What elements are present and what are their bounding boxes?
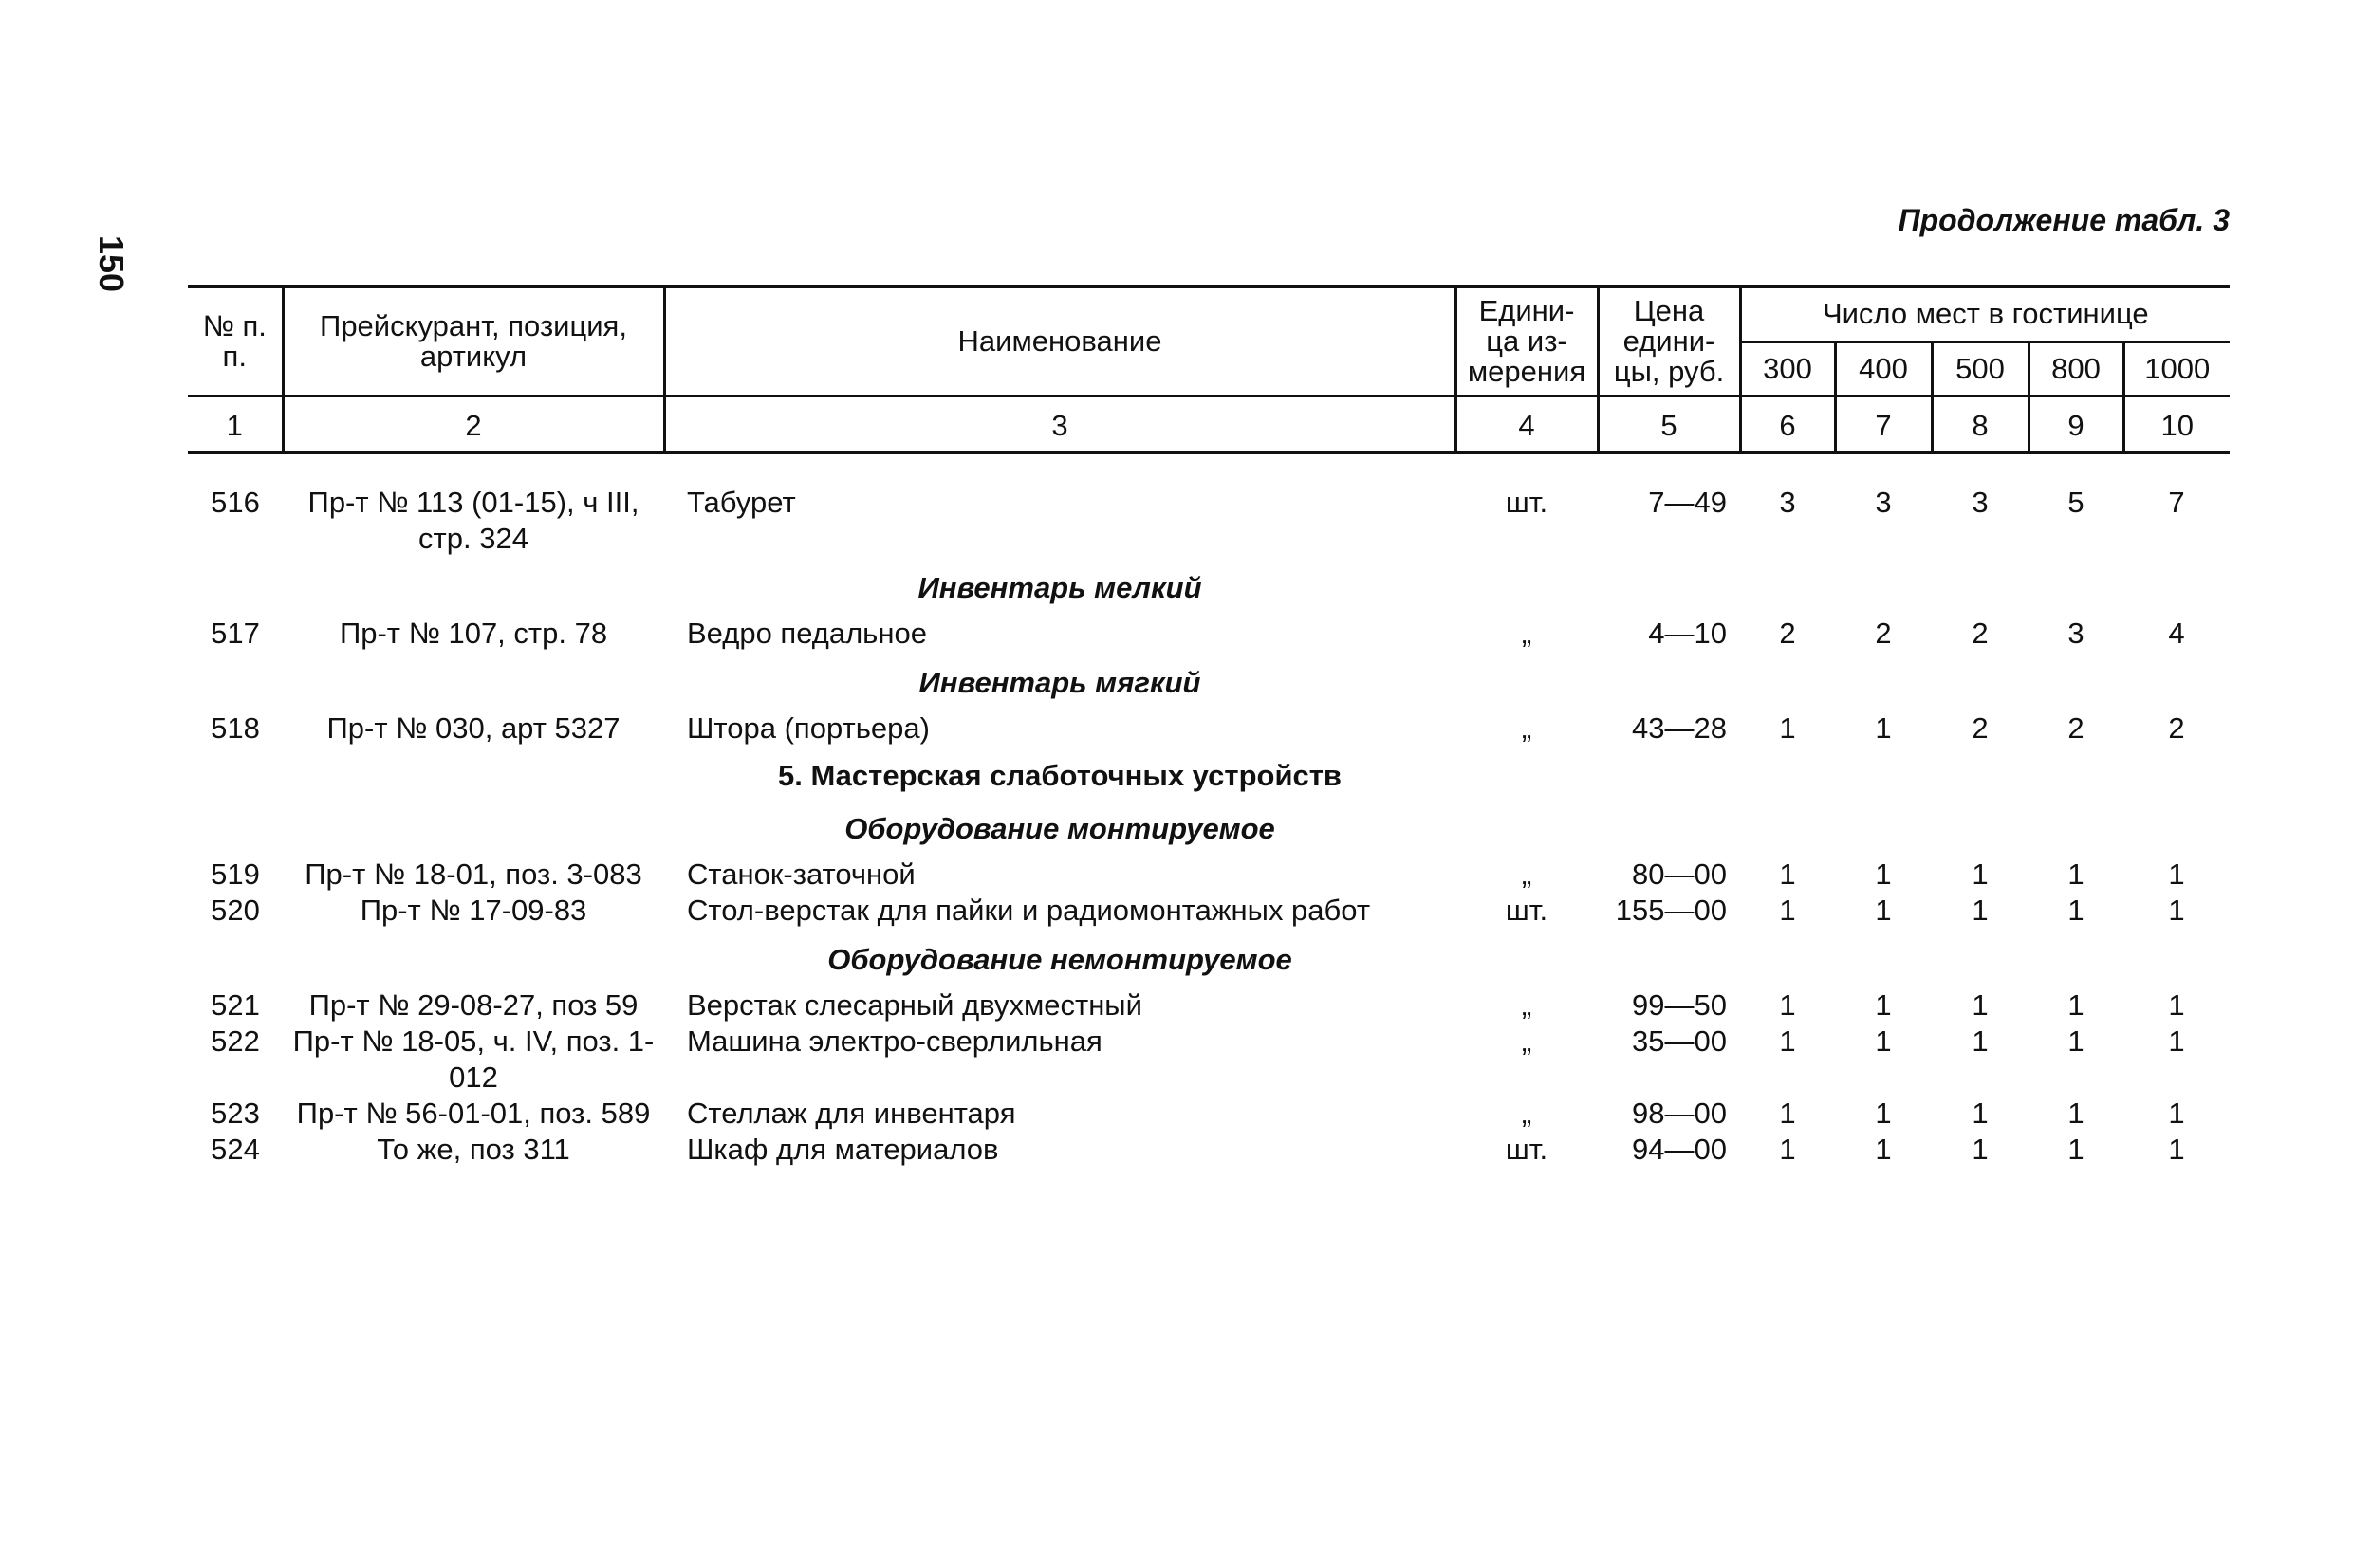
row-unit: шт. — [1505, 486, 1548, 519]
heading-spacer — [1455, 747, 2230, 798]
row-price: 80—00 — [1632, 858, 1727, 891]
row-quantity: 2 — [1972, 617, 1989, 650]
row-quantity: 7 — [2168, 486, 2185, 519]
column-number: 1 — [188, 397, 283, 453]
row-quantity: 1 — [1875, 988, 1892, 1022]
heading-spacer — [1455, 798, 2230, 857]
heading-spacer — [1455, 652, 2230, 710]
row-quantity: 3 — [1779, 486, 1796, 519]
table-row — [188, 1024, 2230, 1096]
header-pricelist: Прейскурант, позиция, артикул — [283, 286, 664, 397]
subsection-heading-text: Инвентарь мелкий — [917, 571, 1202, 604]
table-row — [188, 616, 2230, 652]
column-number: 10 — [2123, 397, 2230, 453]
table-header — [188, 286, 2230, 452]
subsection-heading — [188, 929, 2230, 987]
row-number: 524 — [211, 1133, 260, 1166]
heading-spacer — [188, 798, 664, 857]
row-name: Верстак слесарный двухместный — [687, 988, 1142, 1022]
heading-spacer — [1455, 557, 2230, 616]
subsection-heading — [188, 652, 2230, 710]
header-name: Наименование — [664, 286, 1455, 397]
table-row — [188, 987, 2230, 1024]
row-number: 518 — [211, 711, 260, 745]
row-price: 94—00 — [1632, 1133, 1727, 1166]
table-row — [188, 857, 2230, 893]
heading-spacer — [1455, 929, 2230, 987]
row-price: 98—00 — [1632, 1097, 1727, 1130]
row-quantity: 1 — [2168, 988, 2185, 1022]
header-capacity: 800 — [2029, 341, 2123, 396]
row-quantity: 3 — [2067, 617, 2084, 650]
row-name: Стеллаж для инвентаря — [687, 1097, 1016, 1130]
row-quantity: 2 — [2067, 711, 2084, 745]
row-quantity: 1 — [1779, 858, 1796, 891]
price-table — [188, 285, 2230, 1168]
row-quantity: 1 — [2067, 894, 2084, 927]
column-number: 2 — [283, 397, 664, 453]
row-quantity: 1 — [1875, 1097, 1892, 1130]
header-capacity: 1000 — [2123, 341, 2230, 396]
table-row — [188, 485, 2230, 557]
row-pricelist-ref: Пр-т № 29-08-27, поз 59 — [308, 988, 639, 1022]
row-quantity: 2 — [1875, 617, 1892, 650]
row-price: 35—00 — [1632, 1024, 1727, 1058]
row-quantity: 1 — [1779, 894, 1796, 927]
header-unit: Едини- ца из- мерения — [1455, 286, 1598, 397]
row-quantity: 1 — [2168, 894, 2185, 927]
row-pricelist-ref: Пр-т № 18-01, поз. 3-083 — [305, 858, 642, 891]
row-number: 516 — [211, 486, 260, 519]
row-quantity: 1 — [1875, 1024, 1892, 1058]
subsection-heading-text: Оборудование немонтируемое — [827, 943, 1292, 976]
row-unit: шт. — [1505, 1133, 1548, 1166]
header-capacity: 500 — [1932, 341, 2029, 396]
heading-spacer — [188, 652, 664, 710]
row-quantity: 1 — [1875, 1133, 1892, 1166]
row-quantity: 5 — [2067, 486, 2084, 519]
column-number: 7 — [1835, 397, 1932, 453]
row-quantity: 3 — [1875, 486, 1892, 519]
row-unit: шт. — [1505, 894, 1548, 927]
row-quantity: 1 — [1972, 1097, 1989, 1130]
row-pricelist-ref: Пр-т № 107, стр. 78 — [339, 617, 608, 650]
row-number: 517 — [211, 617, 260, 650]
row-unit: „ — [1521, 1024, 1532, 1058]
row-pricelist-ref: То же, поз 311 — [377, 1133, 570, 1166]
row-quantity: 1 — [1875, 711, 1892, 745]
row-number: 521 — [211, 988, 260, 1022]
row-quantity: 1 — [1972, 1133, 1989, 1166]
table-row — [188, 1132, 2230, 1168]
header-capacity: 300 — [1740, 341, 1835, 396]
row-number: 520 — [211, 894, 260, 927]
table-body — [188, 452, 2230, 1168]
row-unit: „ — [1521, 988, 1532, 1022]
row-price: 99—50 — [1632, 988, 1727, 1022]
row-quantity: 1 — [1779, 1024, 1796, 1058]
row-name: Шкаф для материалов — [687, 1133, 999, 1166]
column-number: 6 — [1740, 397, 1835, 453]
row-quantity: 1 — [2168, 1024, 2185, 1058]
row-quantity: 1 — [1779, 988, 1796, 1022]
heading-spacer — [188, 929, 664, 987]
row-quantity: 1 — [1972, 1024, 1989, 1058]
row-number: 519 — [211, 858, 260, 891]
subsection-heading-text: Инвентарь мягкий — [918, 666, 1201, 699]
row-quantity: 3 — [1972, 486, 1989, 519]
row-quantity: 1 — [2067, 1133, 2084, 1166]
row-quantity: 1 — [2067, 858, 2084, 891]
row-quantity: 1 — [1972, 894, 1989, 927]
row-pricelist-ref: Пр-т № 18-05, ч. IV, поз. 1-012 — [292, 1024, 655, 1094]
row-name: Табурет — [687, 486, 796, 519]
row-quantity: 1 — [2168, 1097, 2185, 1130]
row-price: 7—49 — [1648, 486, 1727, 519]
column-number: 5 — [1598, 397, 1740, 453]
row-quantity: 2 — [1779, 617, 1796, 650]
column-number: 9 — [2029, 397, 2123, 453]
row-quantity: 1 — [1875, 894, 1892, 927]
column-number: 3 — [664, 397, 1455, 453]
row-pricelist-ref: Пр-т № 113 (01-15), ч III, стр. 324 — [307, 486, 639, 555]
row-quantity: 2 — [1972, 711, 1989, 745]
column-number: 8 — [1932, 397, 2029, 453]
row-quantity: 1 — [1779, 1133, 1796, 1166]
row-unit: „ — [1521, 617, 1532, 650]
subsection-heading-text: Оборудование монтируемое — [844, 812, 1275, 845]
row-quantity: 4 — [2168, 617, 2185, 650]
row-quantity: 1 — [2168, 858, 2185, 891]
row-quantity: 1 — [2067, 988, 2084, 1022]
row-pricelist-ref: Пр-т № 17-09-83 — [360, 894, 587, 927]
header-no: № п. п. — [188, 286, 283, 397]
table-caption: Продолжение табл. 3 — [1898, 203, 2230, 237]
heading-spacer — [188, 557, 664, 616]
table-row — [188, 1096, 2230, 1132]
row-quantity: 1 — [1972, 858, 1989, 891]
row-name: Машина электро-сверлильная — [687, 1024, 1102, 1058]
header-capacity: 400 — [1835, 341, 1932, 396]
table-row — [188, 710, 2230, 747]
heading-spacer — [188, 747, 664, 798]
row-price: 4—10 — [1648, 617, 1727, 650]
section-heading — [188, 747, 2230, 798]
row-quantity: 2 — [2168, 711, 2185, 745]
subsection-heading — [188, 798, 2230, 857]
page-number: 150 — [92, 235, 131, 293]
row-quantity: 1 — [2067, 1024, 2084, 1058]
row-name: Ведро педальное — [687, 617, 927, 650]
row-number: 522 — [211, 1024, 260, 1058]
header-price: Цена едини- цы, руб. — [1598, 286, 1740, 397]
row-quantity: 1 — [1779, 1097, 1796, 1130]
row-pricelist-ref: Пр-т № 030, арт 5327 — [326, 711, 621, 745]
row-price: 43—28 — [1632, 711, 1727, 745]
row-quantity: 1 — [2067, 1097, 2084, 1130]
row-pricelist-ref: Пр-т № 56-01-01, поз. 589 — [296, 1097, 651, 1130]
row-price: 155—00 — [1615, 894, 1727, 927]
table-row — [188, 893, 2230, 929]
row-name: Стол-верстак для пайки и радиомонтажных работ — [687, 894, 1371, 927]
subsection-heading — [188, 557, 2230, 616]
section-heading-text: 5. Мастерская слаботочных устройств — [778, 759, 1342, 792]
row-name: Станок-заточной — [687, 858, 916, 891]
row-unit: „ — [1521, 711, 1532, 745]
row-unit: „ — [1521, 858, 1532, 891]
column-number: 4 — [1455, 397, 1598, 453]
row-name: Штора (портьера) — [687, 711, 930, 745]
row-number: 523 — [211, 1097, 260, 1130]
row-quantity: 1 — [2168, 1133, 2185, 1166]
row-quantity: 1 — [1875, 858, 1892, 891]
row-quantity: 1 — [1972, 988, 1989, 1022]
header-places: Число мест в гостинице — [1740, 286, 2230, 341]
row-unit: „ — [1521, 1097, 1532, 1130]
row-quantity: 1 — [1779, 711, 1796, 745]
